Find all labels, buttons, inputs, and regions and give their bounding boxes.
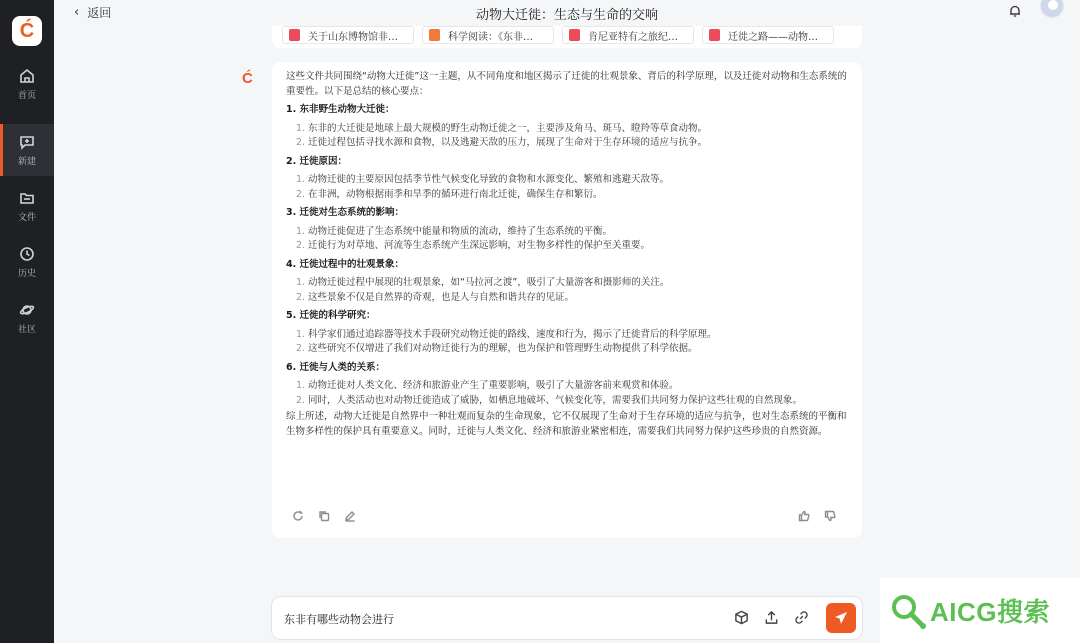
list-item-text: 动物迁徙过程中展现的壮观景象，如“马拉河之渡”，吸引了大量游客和摄影师的关注。 [308,277,670,288]
nav-new[interactable] [0,124,54,176]
upload-button[interactable] [764,610,780,626]
list-item: 1. 东非的大迁徙是地球上最大规模的野生动物迁徙之一，主要涉及角马、斑马、瞪羚等草食动物。 [286,122,848,137]
section-title: 2. 迁徙原因： [286,155,348,167]
answer-section [286,309,848,357]
copy-icon [318,510,330,522]
chat-input-box[interactable] [271,596,863,640]
list-item: 2. 同时，人类活动也对动物迁徙造成了威胁，如栖息地破坏、气候变化等，需要我们共同努力保护这些壮观的自然现象。 [286,394,848,409]
nav-new-label: 新建 [17,156,36,167]
regenerate-button[interactable] [292,510,306,524]
list-item-text: 东非的大迁徙是地球上最大规模的野生动物迁徙之一，主要涉及角马、斑马、瞪羚等草食动物。 [308,122,708,134]
list-item-text: 科学家们通过追踪器等技术手段研究动物迁徙的路线、速度和行为，揭示了迁徙背后的科学原理。 [308,328,717,340]
nav-files[interactable] [0,180,54,232]
link-button[interactable] [794,610,810,626]
list-item-text: 这些研究不仅增进了我们对动物迁徙行为的理解，也为保护和管理野生动物提供了科学依据。 [308,343,698,354]
section-title: 1. 东非野生动物大迁徙： [286,104,395,115]
ppt-file-icon [429,29,440,41]
watermark-text: AICG搜索 [930,597,1051,627]
watermark [880,578,1080,643]
reference-files [272,26,862,48]
refresh-icon [292,510,304,522]
reference-chip[interactable] [422,26,554,44]
reference-chip[interactable] [702,26,834,44]
answer-section [286,206,848,254]
pdf-file-icon [569,29,580,41]
home-icon [19,68,35,84]
nav-home[interactable] [0,58,54,110]
answer-section [286,258,848,306]
page-title: 动物大迁徙：生态与生命的交响 [475,8,658,23]
list-item: 1. 动物迁徙对人类文化、经济和旅游业产生了重要影响，吸引了大量游客前来观赏和体验。 [286,379,848,394]
magnifier-logo-icon [888,591,928,631]
model-cube-button[interactable] [734,610,750,626]
list-item: 2. 在非洲，动物根据雨季和旱季的循环进行南北迁徙，确保生存和繁衍。 [286,188,848,203]
nav-history-label: 历史 [17,268,36,279]
nav-community[interactable] [0,292,54,344]
list-item-text: 动物迁徙的主要原因包括季节性气候变化导致的食物和水源变化、繁殖和逃避天敌等。 [308,174,670,185]
nav-files-label: 文件 [17,212,36,223]
reference-title: 科学阅读：《东非… [448,31,533,43]
nav-history[interactable] [0,236,54,288]
edit-button[interactable] [344,510,358,524]
cube-icon [734,610,749,625]
list-item-text: 同时，人类活动也对动物迁徙造成了威胁，如栖息地破坏、气候变化等，需要我们共同努力保护这些壮观的自然现象。 [308,394,803,406]
back-label: 返回 [87,6,112,20]
answer-section [286,361,848,409]
thumbs-up-icon [798,510,810,522]
answer-intro: 这些文件共同围绕“动物大迁徙”这一主题，从不同角度和地区揭示了迁徙的壮观景象、背后的科学原理，以及迁徙对动物和生态系统的重要性。以下是总结的核心要点： [286,71,847,97]
sidebar [0,0,54,643]
section-title: 4. 迁徙过程中的壮观景象： [286,258,405,270]
answer-actions [286,510,848,526]
list-item: 1. 动物迁徙过程中展现的壮观景象，如“马拉河之渡”，吸引了大量游客和摄影师的关注。 [286,276,848,291]
new-chat-icon [19,134,35,150]
list-item-text: 动物迁徙促进了生态系统中能量和物质的流动，维持了生态系统的平衡。 [308,225,613,237]
list-item: 2. 这些景象不仅是自然界的奇观，也是人与自然和谐共存的见证。 [286,291,848,306]
reference-chip[interactable] [282,26,414,44]
pdf-file-icon [709,29,720,41]
list-item: 1. 动物迁徙的主要原因包括季节性气候变化导致的食物和水源变化、繁殖和逃避天敌等。 [286,173,848,188]
list-item: 2. 迁徙行为对草地、河流等生态系统产生深远影响，对生物多样性的保护至关重要。 [286,239,848,254]
list-item-text: 在非洲，动物根据雨季和旱季的循环进行南北迁徙，确保生存和繁衍。 [308,188,603,200]
list-item-text: 迁徙过程包括寻找水源和食物，以及逃避天敌的压力，展现了生命对于生存环境的适应与抗争。 [308,137,708,148]
list-item-text: 迁徙行为对草地、河流等生态系统产生深远影响，对生物多样性的保护至关重要。 [308,240,651,251]
list-item: 2. 这些研究不仅增进了我们对动物迁徙行为的理解，也为保护和管理野生动物提供了科学依据。 [286,342,848,357]
copy-button[interactable] [318,510,332,524]
thumbs-down-icon [824,510,836,522]
answer-section [286,103,848,151]
answer-conclusion: 综上所述，动物大迁徙是自然界中一种壮观而复杂的生命现象，它不仅展现了生命对于生存环境的适应与抗争，也对生态系统的平衡和生物多样性的保护具有重要意义。同时，迁徙与人类文化、经济和旅游业紧密相连，需要我们共同努力保护这些珍贵的自然资源。 [286,411,847,437]
top-bar [54,0,1080,24]
pdf-file-icon [289,29,300,41]
app-logo[interactable] [12,16,42,46]
answer-section [286,155,848,203]
like-button[interactable] [798,510,812,524]
reference-chip[interactable] [562,26,694,44]
history-icon [19,246,35,262]
link-icon [794,610,809,625]
nav-home-label: 首页 [17,90,36,101]
logo-glyph: Ć [19,19,35,42]
reference-title: 肯尼亚特有之旅纪… [588,31,678,43]
send-icon [834,611,848,625]
list-item: 1. 动物迁徙促进了生态系统中能量和物质的流动，维持了生态系统的平衡。 [286,225,848,240]
section-title: 6. 迁徙与人类的关系： [286,361,386,373]
reference-title: 关于山东博物馆非… [308,31,398,43]
list-item: 1. 科学家们通过追踪器等技术手段研究动物迁徙的路线、速度和行为，揭示了迁徙背后的科学原理。 [286,328,848,343]
chat-input[interactable]: 东非有哪些动物会进行 [284,613,394,626]
list-item-text: 动物迁徙对人类文化、经济和旅游业产生了重要影响，吸引了大量游客前来观赏和体验。 [308,380,679,391]
nav-community-label: 社区 [17,324,36,335]
send-button[interactable] [826,603,856,633]
folder-icon [19,190,35,206]
planet-icon [19,302,35,318]
reference-title: 迁徙之路——动物… [728,31,818,43]
dislike-button[interactable] [824,510,838,524]
upload-icon [764,610,779,625]
list-item: 2. 迁徙过程包括寻找水源和食物，以及逃避天敌的压力，展现了生命对于生存环境的适应与抗争。 [286,136,848,151]
section-title: 5. 迁徙的科学研究： [286,310,376,321]
pencil-icon [344,510,356,522]
bell-icon[interactable] [1008,4,1022,18]
list-item-text: 这些景象不仅是自然界的奇观，也是人与自然和谐共存的见证。 [308,291,575,303]
assistant-logo-icon: Ć [242,70,253,87]
section-title: 3. 迁徙对生态系统的影响： [286,207,405,218]
chevron-left-icon: ‹ [74,5,80,20]
answer-card [272,62,862,538]
